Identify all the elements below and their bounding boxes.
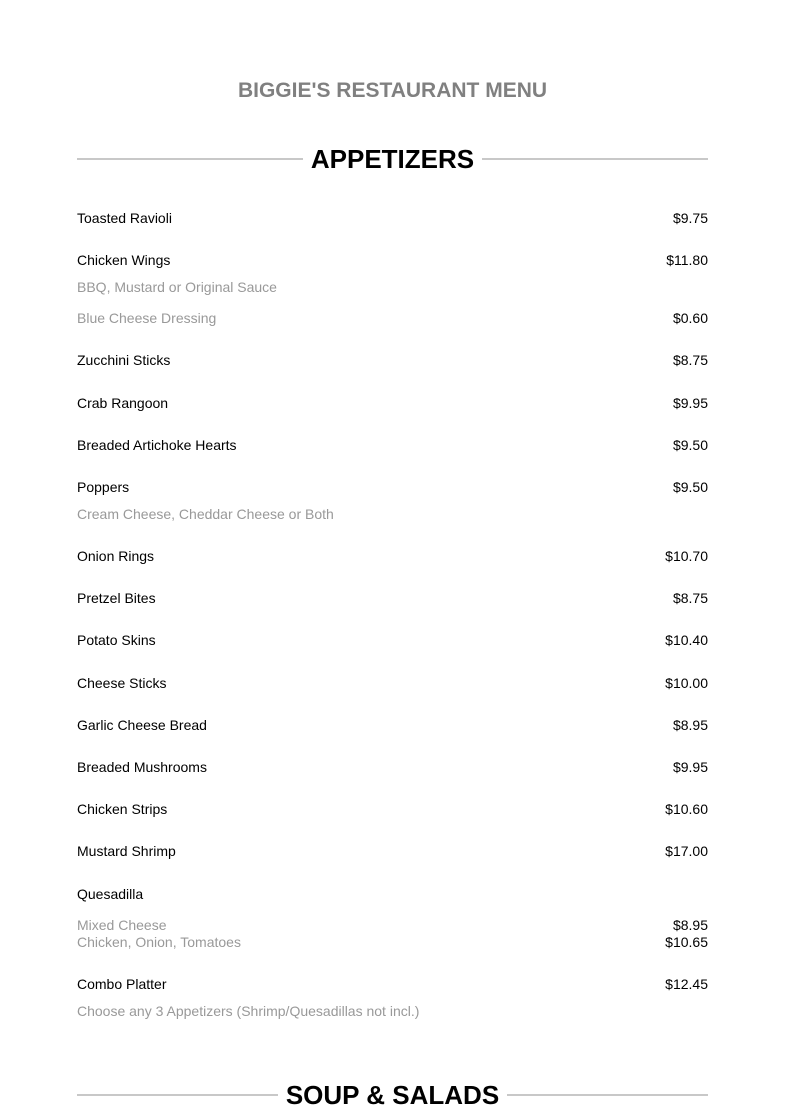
item-price: $10.00 (665, 675, 708, 691)
item-name: Combo Platter (77, 976, 167, 992)
item-name: Onion Rings (77, 548, 155, 564)
item-description: Cream Cheese, Cheddar Cheese or Both (77, 506, 334, 522)
item-option-name: Mixed Cheese (77, 917, 167, 933)
menu-item-cheese-sticks (77, 674, 708, 692)
item-price: $9.95 (672, 759, 708, 775)
item-price: $9.75 (672, 210, 708, 226)
section-rule-left (77, 1094, 278, 1096)
menu-item-quesadilla (77, 885, 708, 903)
item-price: $9.50 (672, 479, 708, 495)
menu-item-poppers (77, 478, 708, 496)
item-price: $10.70 (665, 548, 708, 564)
item-name: Breaded Artichoke Hearts (77, 437, 237, 453)
item-price: $17.00 (665, 843, 708, 859)
item-name: Cheese Sticks (77, 675, 167, 691)
menu-item-onion-rings (77, 547, 708, 565)
item-option-name: Chicken, Onion, Tomatoes (77, 934, 241, 950)
item-name: Zucchini Sticks (77, 352, 171, 368)
section-header-appetizers (77, 143, 708, 175)
section-title-appetizers: APPETIZERS (310, 144, 475, 174)
menu-item-potato-skins (77, 631, 708, 649)
item-price: $10.60 (665, 801, 708, 817)
item-price: $9.50 (672, 437, 708, 453)
section-rule-left (77, 158, 303, 160)
item-description-combo-platter (77, 1002, 708, 1020)
item-description-chicken-wings (77, 278, 708, 296)
item-description: BBQ, Mustard or Original Sauce (77, 279, 277, 295)
menu-item-pretzel-bites (77, 589, 708, 607)
menu-item-garlic-cheese-bread (77, 716, 708, 734)
item-option-chicken-onion-tomatoes (77, 933, 708, 951)
item-price: $8.95 (672, 917, 708, 933)
menu-item-mustard-shrimp (77, 842, 708, 860)
section-rule-right (482, 158, 708, 160)
item-price: $8.75 (672, 590, 708, 606)
menu-title: BIGGIE'S RESTAURANT MENU (237, 79, 548, 102)
item-option-blue-cheese-dressing (77, 309, 708, 327)
item-price: $9.95 (672, 395, 708, 411)
item-price: $0.60 (672, 310, 708, 326)
item-price: $8.95 (672, 717, 708, 733)
item-option-name: Blue Cheese Dressing (77, 310, 217, 326)
item-name: Quesadilla (77, 886, 144, 902)
item-price: $11.80 (666, 252, 708, 268)
item-price: $10.40 (665, 632, 708, 648)
menu-item-chicken-wings (77, 251, 708, 269)
section-rule-right (507, 1094, 708, 1096)
item-name: Pretzel Bites (77, 590, 156, 606)
menu-item-crab-rangoon (77, 394, 708, 412)
item-price: $8.75 (672, 352, 708, 368)
item-name: Breaded Mushrooms (77, 759, 207, 775)
item-name: Crab Rangoon (77, 395, 169, 411)
item-name: Toasted Ravioli (77, 210, 172, 226)
item-name: Potato Skins (77, 632, 156, 648)
menu-item-breaded-mushrooms (77, 758, 708, 776)
menu-item-zucchini-sticks (77, 351, 708, 369)
item-description-poppers (77, 505, 708, 523)
item-name: Chicken Wings (77, 252, 171, 268)
section-title-soup-salads: SOUP & SALADS (285, 1080, 500, 1110)
item-name: Mustard Shrimp (77, 843, 176, 859)
item-description: Choose any 3 Appetizers (Shrimp/Quesadillas not incl.) (77, 1003, 420, 1019)
section-header-soup-salads (77, 1079, 708, 1111)
item-name: Poppers (77, 479, 130, 495)
menu-item-chicken-strips (77, 800, 708, 818)
menu-item-combo-platter (77, 975, 708, 993)
item-name: Garlic Cheese Bread (77, 717, 207, 733)
item-price: $12.45 (665, 976, 708, 992)
menu-item-toasted-ravioli (77, 209, 708, 227)
menu-item-breaded-artichoke-hearts (77, 436, 708, 454)
item-option-mixed-cheese (77, 916, 708, 934)
item-name: Chicken Strips (77, 801, 168, 817)
item-price: $10.65 (665, 934, 708, 950)
